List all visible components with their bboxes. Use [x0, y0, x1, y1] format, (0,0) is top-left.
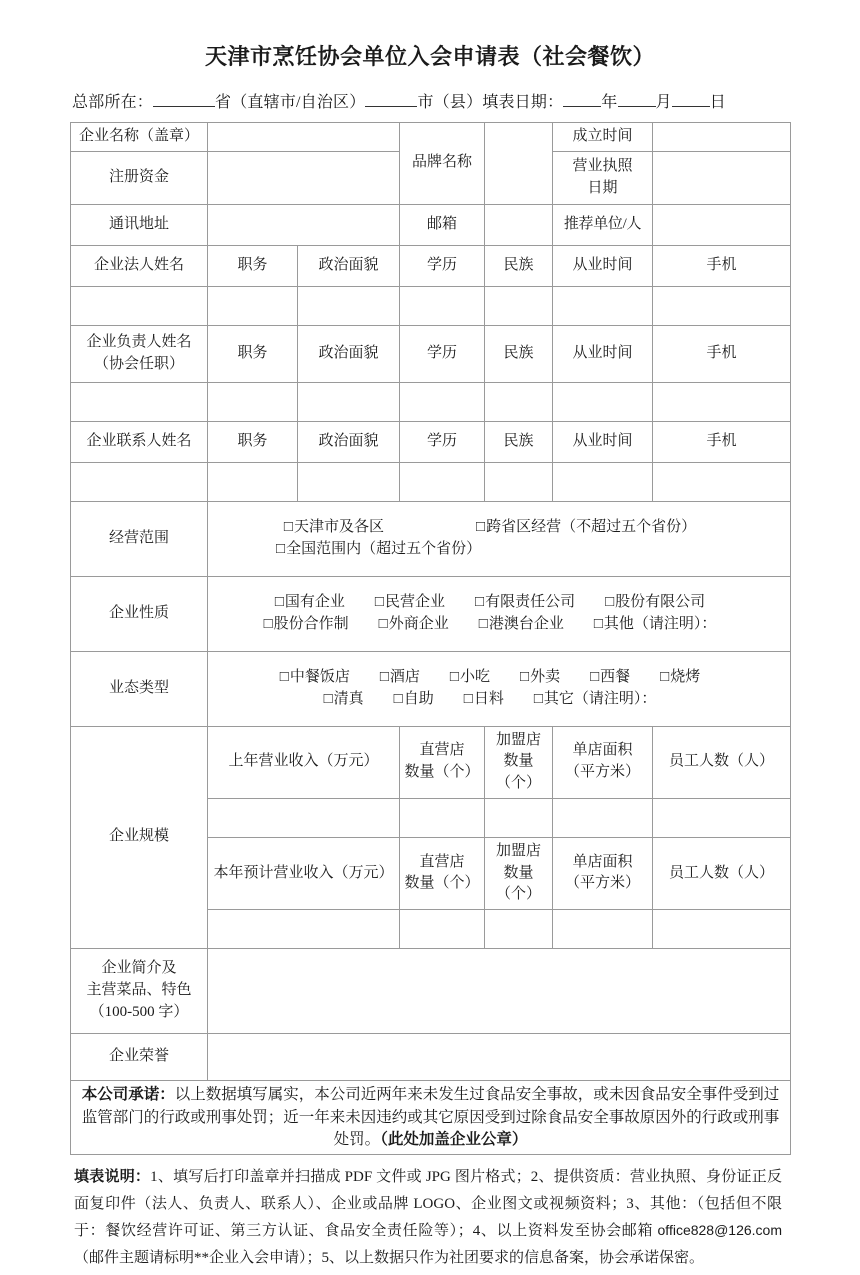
- checkbox-icon[interactable]: □: [478, 615, 488, 632]
- table-row-company-name: [71, 122, 791, 151]
- scale-employees-label-1: 员工人数（人）: [653, 726, 791, 798]
- checkbox-icon[interactable]: □: [263, 615, 273, 632]
- checkbox-option-western[interactable]: [590, 667, 630, 689]
- contact-education-label: 学历: [400, 421, 485, 462]
- checkbox-option-buffet[interactable]: [394, 689, 434, 711]
- scale-franchise-stores-line2: 数量（个）: [495, 864, 541, 903]
- option-label: 有限责任公司: [485, 593, 576, 610]
- option-label: 其它（请注明）：: [543, 690, 657, 707]
- legal-person-mobile-value[interactable]: [653, 286, 791, 325]
- scale-direct-stores-line2: 数量（个）: [404, 764, 480, 781]
- scale-this-year-direct-stores-value[interactable]: [400, 910, 485, 949]
- scale-direct-stores-line1: 直营店: [419, 742, 465, 759]
- checkbox-option-tianjin[interactable]: [284, 517, 384, 539]
- license-date-value[interactable]: [653, 151, 791, 204]
- option-label: 自助: [403, 690, 434, 707]
- scale-franchise-stores-line2: 数量（个）: [495, 753, 541, 792]
- page-title: 天津市烹饪协会单位入会申请表（社会餐饮）: [204, 44, 655, 69]
- legal-person-education-value[interactable]: [400, 286, 485, 325]
- company-intro-label: [71, 949, 208, 1034]
- enterprise-nature-options: [208, 576, 791, 651]
- checkbox-icon[interactable]: □: [533, 690, 543, 707]
- business-scope-label: 经营范围: [71, 501, 208, 576]
- business-scope-options: [208, 501, 791, 576]
- association-email: office828@126.com: [657, 1221, 782, 1238]
- company-intro-value[interactable]: [208, 949, 791, 1034]
- email-value[interactable]: [485, 204, 553, 245]
- instructions-part2: （邮件主题请标明**企业入会申请）；5、以上数据只作为社团要求的信息备案，协会承诺保密。: [74, 1249, 705, 1266]
- table-row-company-honor: [71, 1034, 791, 1081]
- checkbox-option-japanese[interactable]: [464, 689, 504, 711]
- manager-position-label: 职务: [208, 325, 298, 382]
- table-row-enterprise-nature: [71, 576, 791, 651]
- address-value[interactable]: [208, 204, 400, 245]
- recommender-label: 推荐单位/人: [553, 204, 653, 245]
- scale-store-area-label-2: [553, 837, 653, 909]
- contact-label: 企业联系人姓名: [71, 421, 208, 462]
- scale-this-year-employees-value[interactable]: [653, 910, 791, 949]
- manager-label-line1: 企业负责人姓名: [86, 333, 192, 350]
- scale-last-year-store-area-value[interactable]: [553, 798, 653, 837]
- option-label: 全国范围内（超过五个省份）: [286, 540, 482, 557]
- format-type-options-row2: [212, 689, 786, 711]
- checkbox-option-joint-stock-limited[interactable]: [605, 592, 705, 614]
- checkbox-option-nationwide[interactable]: [276, 539, 481, 561]
- scale-store-area-line1: 单店面积: [572, 853, 633, 870]
- manager-label: [71, 325, 208, 382]
- checkbox-icon[interactable]: □: [323, 690, 333, 707]
- option-label: 外商企业: [388, 615, 449, 632]
- manager-mobile-value[interactable]: [653, 382, 791, 421]
- scale-direct-stores-label-2: [400, 837, 485, 909]
- brand-name-label: 品牌名称: [400, 122, 485, 204]
- legal-person-position-label: 职务: [208, 245, 298, 286]
- manager-worktime-value[interactable]: [553, 382, 653, 421]
- checkbox-option-hotel[interactable]: [380, 667, 420, 689]
- option-label: 外卖: [530, 668, 561, 685]
- table-row-business-scope: [71, 501, 791, 576]
- company-intro-label-line2: 主营菜品、特色: [86, 982, 192, 999]
- table-row-company-intro: [71, 949, 791, 1034]
- checkbox-option-private[interactable]: [375, 592, 445, 614]
- manager-mobile-label: 手机: [653, 325, 791, 382]
- table-row-promise: [71, 1081, 791, 1155]
- enterprise-nature-label: 企业性质: [71, 576, 208, 651]
- scale-direct-stores-line2: 数量（个）: [404, 875, 480, 892]
- table-row-legal-person-header: [71, 245, 791, 286]
- checkbox-icon[interactable]: □: [379, 668, 389, 685]
- manager-political-value[interactable]: [298, 382, 400, 421]
- scale-this-year-store-area-value[interactable]: [553, 910, 653, 949]
- legal-person-mobile-label: 手机: [653, 245, 791, 286]
- table-row-contact-header: [71, 421, 791, 462]
- checkbox-option-nature-other[interactable]: [594, 614, 717, 636]
- table-row-format-type: [71, 651, 791, 726]
- option-label: 股份合作制: [273, 615, 349, 632]
- scale-last-year-direct-stores-value[interactable]: [400, 798, 485, 837]
- registered-capital-value[interactable]: [208, 151, 400, 204]
- checkbox-icon[interactable]: □: [660, 668, 670, 685]
- scale-franchise-stores-label-1: [485, 726, 553, 798]
- day-blank[interactable]: [672, 106, 710, 107]
- option-label: 民营企业: [384, 593, 445, 610]
- enterprise-nature-options-row1: [212, 592, 786, 614]
- scale-franchise-stores-line1: 加盟店: [495, 731, 541, 748]
- checkbox-icon[interactable]: □: [476, 518, 486, 535]
- license-date-label: [553, 151, 653, 204]
- license-date-label-line2: 日期: [587, 179, 618, 196]
- legal-person-worktime-label: 从业时间: [553, 245, 653, 286]
- province-suffix-label: 省（直辖市/自治区）: [215, 93, 366, 111]
- option-label: 西餐: [600, 668, 631, 685]
- table-row-address: [71, 204, 791, 245]
- scale-last-year-revenue-value[interactable]: [208, 798, 400, 837]
- manager-position-value[interactable]: [208, 382, 298, 421]
- option-label: 清真: [333, 690, 364, 707]
- business-scope-options-row1: [212, 517, 786, 539]
- scale-last-year-franchise-stores-value[interactable]: [485, 798, 553, 837]
- form-instructions: [70, 1155, 790, 1275]
- legal-person-political-value[interactable]: [298, 286, 400, 325]
- scale-franchise-stores-label-2: [485, 837, 553, 909]
- contact-position-value[interactable]: [208, 462, 298, 501]
- legal-person-name-value[interactable]: [71, 286, 208, 325]
- table-row-scale-last-year-header: [71, 726, 791, 798]
- checkbox-option-halal[interactable]: [324, 689, 364, 711]
- scale-label: 企业规模: [71, 726, 208, 949]
- format-type-options-row1: [212, 667, 786, 689]
- legal-person-ethnicity-value[interactable]: [485, 286, 553, 325]
- registered-capital-label: 注册资金: [71, 151, 208, 204]
- checkbox-icon[interactable]: □: [374, 593, 384, 610]
- option-label: 股份有限公司: [615, 593, 706, 610]
- checkbox-option-hmt[interactable]: [479, 614, 564, 636]
- establish-time-value[interactable]: [653, 122, 791, 151]
- contact-political-label: 政治面貌: [298, 421, 400, 462]
- option-label: 中餐饭店: [289, 668, 350, 685]
- checkbox-option-chinese-restaurant[interactable]: [280, 667, 350, 689]
- day-label: 日: [709, 93, 726, 111]
- scale-store-area-label-1: [553, 726, 653, 798]
- month-blank[interactable]: [618, 106, 656, 107]
- checkbox-icon[interactable]: □: [274, 593, 284, 610]
- fill-date-label: 填表日期：: [482, 93, 564, 111]
- scale-store-area-line2: （平方米）: [564, 875, 640, 892]
- option-label: 日料: [473, 690, 504, 707]
- contact-worktime-value[interactable]: [553, 462, 653, 501]
- option-label: 港澳台企业: [488, 615, 564, 632]
- contact-name-value[interactable]: [71, 462, 208, 501]
- header-location-date-line: [72, 89, 790, 112]
- legal-person-worktime-value[interactable]: [553, 286, 653, 325]
- legal-person-ethnicity-label: 民族: [485, 245, 553, 286]
- contact-ethnicity-value[interactable]: [485, 462, 553, 501]
- checkbox-option-cross-province[interactable]: [476, 517, 696, 539]
- company-honor-value[interactable]: [208, 1034, 791, 1081]
- checkbox-icon[interactable]: □: [520, 668, 530, 685]
- table-row-manager-values: [71, 382, 791, 421]
- table-row-legal-person-values: [71, 286, 791, 325]
- manager-ethnicity-label: 民族: [485, 325, 553, 382]
- company-honor-label: 企业荣誉: [71, 1034, 208, 1081]
- option-label: 其他（请注明）：: [603, 615, 717, 632]
- contact-mobile-value[interactable]: [653, 462, 791, 501]
- checkbox-icon[interactable]: □: [593, 615, 603, 632]
- company-intro-label-line3: （100-500 字）: [89, 1003, 189, 1020]
- license-date-label-line1: 营业执照: [572, 157, 633, 174]
- checkbox-option-takeout[interactable]: [520, 667, 560, 689]
- manager-education-label: 学历: [400, 325, 485, 382]
- contact-ethnicity-label: 民族: [485, 421, 553, 462]
- manager-political-label: 政治面貌: [298, 325, 400, 382]
- checkbox-icon[interactable]: □: [279, 668, 289, 685]
- year-label: 年: [601, 93, 618, 111]
- contact-position-label: 职务: [208, 421, 298, 462]
- contact-political-value[interactable]: [298, 462, 400, 501]
- promise-bold-suffix: （此处加盖企业公章）: [380, 1130, 528, 1148]
- manager-label-line2: （协会任职）: [93, 355, 184, 372]
- checkbox-option-shareholding-cooperative[interactable]: [264, 614, 349, 636]
- company-name-value[interactable]: [208, 122, 400, 151]
- option-label: 国有企业: [284, 593, 345, 610]
- brand-name-value[interactable]: [485, 122, 553, 204]
- scale-employees-label-2: 员工人数（人）: [653, 837, 791, 909]
- scale-direct-stores-label-1: [400, 726, 485, 798]
- city-blank[interactable]: [365, 106, 417, 107]
- scale-last-year-employees-value[interactable]: [653, 798, 791, 837]
- checkbox-icon[interactable]: □: [393, 690, 403, 707]
- scale-direct-stores-line1: 直营店: [419, 853, 465, 870]
- scale-store-area-line1: 单店面积: [572, 742, 633, 759]
- checkbox-icon[interactable]: □: [605, 593, 615, 610]
- contact-worktime-label: 从业时间: [553, 421, 653, 462]
- application-form-table: [70, 122, 791, 1156]
- legal-person-label: 企业法人姓名: [71, 245, 208, 286]
- address-label: 通讯地址: [71, 204, 208, 245]
- format-type-label: 业态类型: [71, 651, 208, 726]
- city-suffix-label: 市（县）: [417, 93, 483, 111]
- legal-person-education-label: 学历: [400, 245, 485, 286]
- checkbox-option-limited-liability[interactable]: [475, 592, 575, 614]
- table-row-contact-values: [71, 462, 791, 501]
- checkbox-icon[interactable]: □: [463, 690, 473, 707]
- instructions-part1: 1、填写后打印盖章并扫描成 PDF 文件或 JPG 图片格式；2、提供资质：营业执照、身份证正反面复印件（法人、负责人、联系人）、企业或品牌 LOGO、企业图文或视频资料；3、其他：（包括但不限于：餐饮经营许可证、第三方认证、食品安全责任险等）；4、以上资料发至协会邮箱: [74, 1169, 782, 1239]
- scale-this-year-revenue-value[interactable]: [208, 910, 400, 949]
- checkbox-option-snack[interactable]: [450, 667, 490, 689]
- scale-this-year-franchise-stores-value[interactable]: [485, 910, 553, 949]
- province-blank[interactable]: [153, 106, 215, 107]
- manager-name-value[interactable]: [71, 382, 208, 421]
- legal-person-position-value[interactable]: [208, 286, 298, 325]
- manager-ethnicity-value[interactable]: [485, 382, 553, 421]
- contact-education-value[interactable]: [400, 462, 485, 501]
- headquarters-label: 总部所在：: [72, 93, 154, 111]
- checkbox-icon[interactable]: □: [590, 668, 600, 685]
- legal-person-political-label: 政治面貌: [298, 245, 400, 286]
- table-row-manager-header: [71, 325, 791, 382]
- company-name-label: 企业名称（盖章）: [71, 122, 208, 151]
- year-blank[interactable]: [563, 106, 601, 107]
- scale-franchise-stores-line1: 加盟店: [495, 842, 541, 859]
- promise-text: [71, 1081, 791, 1155]
- promise-bold-prefix: 本公司承诺：: [81, 1086, 175, 1104]
- option-label: 小吃: [459, 668, 490, 685]
- checkbox-option-bbq[interactable]: [660, 667, 700, 689]
- establish-time-label: 成立时间: [553, 122, 653, 151]
- checkbox-icon[interactable]: □: [276, 540, 286, 557]
- scale-last-year-revenue-label: 上年营业收入（万元）: [208, 726, 400, 798]
- manager-education-value[interactable]: [400, 382, 485, 421]
- email-label: 邮箱: [400, 204, 485, 245]
- checkbox-icon[interactable]: □: [378, 615, 388, 632]
- scale-this-year-revenue-label: 本年预计营业收入（万元）: [208, 837, 400, 909]
- checkbox-icon[interactable]: □: [475, 593, 485, 610]
- promise-body: 以上数据填写属实，本公司近两年来未发生过食品安全事故，或未因食品安全事件受到过监管部门的行政或刑事处罚；近一年来未因违约或其它原因受到过除食品安全事故原因外的行政或刑事处罚。: [81, 1086, 780, 1148]
- month-label: 月: [655, 93, 672, 111]
- option-label: 天津市及各区: [293, 518, 384, 535]
- option-label: 酒店: [389, 668, 420, 685]
- checkbox-icon[interactable]: □: [283, 518, 293, 535]
- checkbox-option-format-other[interactable]: [534, 689, 657, 711]
- manager-worktime-label: 从业时间: [553, 325, 653, 382]
- checkbox-option-foreign[interactable]: [379, 614, 449, 636]
- checkbox-icon[interactable]: □: [449, 668, 459, 685]
- option-label: 烧烤: [670, 668, 701, 685]
- contact-mobile-label: 手机: [653, 421, 791, 462]
- company-intro-label-line1: 企业简介及: [101, 960, 177, 977]
- option-label: 跨省区经营（不超过五个省份）: [486, 518, 697, 535]
- format-type-options: [208, 651, 791, 726]
- enterprise-nature-options-row2: [212, 614, 786, 636]
- instructions-bold-prefix: 填表说明：: [74, 1169, 151, 1186]
- scale-store-area-line2: （平方米）: [564, 764, 640, 781]
- recommender-value[interactable]: [653, 204, 791, 245]
- business-scope-options-row2: [212, 539, 786, 561]
- checkbox-option-state-owned[interactable]: [275, 592, 345, 614]
